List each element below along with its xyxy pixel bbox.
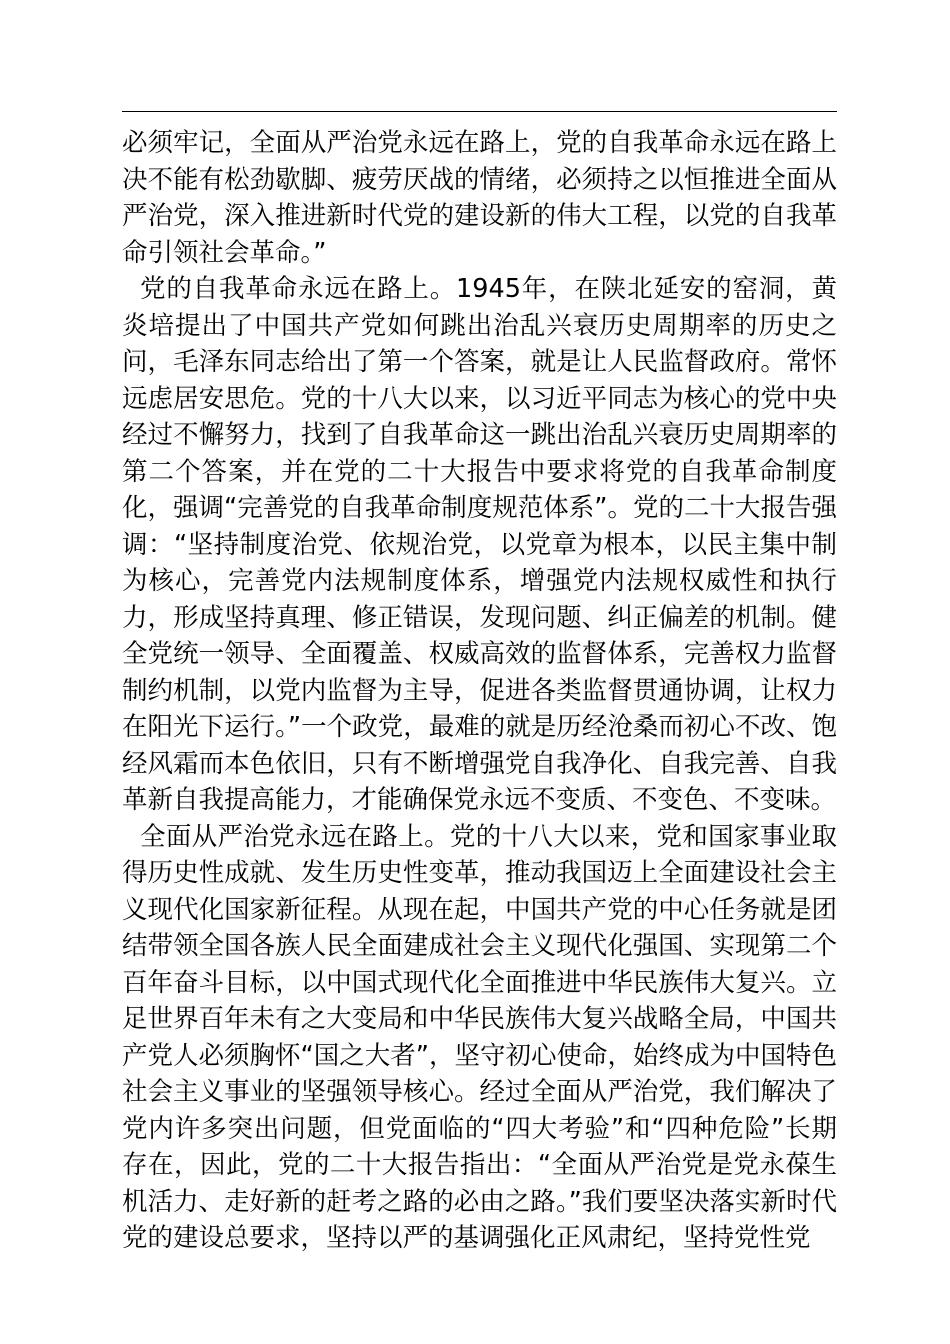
paragraph-self-revolution: 党的自我革命永远在路上。1945年，在陕北延安的窑洞，黄炎培提出了中国共产党如何跳出治乱兴衰历史周期率的历史之问，毛泽东同志给出了第一个答案，就是让人民监督政府。常怀远虑居安思危。党的十八大以来，以习近平同志为核心的党中央经过不懈努力，找到了自我革命这一跳出治乱兴衰历史周期率的第二个答案，并在党的二十大报告中要求将党的自我革命制度化，强调“完善党的自我革命制度规范体系”。党的二十大报告强调：“坚持制度治党、依规治党，以党章为根本，以民主集中制为核心，完善党内法规制度体系，增强党内法规权威性和执行力，形成坚持真理、修正错误，发现问题、纠正偏差的机制。健全党统一领导、全面覆盖、权威高效的监督体系，完善权力监督制约机制，以党内监督为主导，促进各类监督贯通协调，让权力在阳光下运行。”一个政党，最难的就是历经沧桑而初心不改、饱经风霜而本色依旧，只有不断增强党自我净化、自我完善、自我革新自我提高能力，才能确保党永远不变质、不变色、不变味。 [122, 274, 837, 815]
header-divider [122, 111, 837, 112]
document-body [122, 125, 837, 1257]
paragraph-quote-ending: 必须牢记，全面从严治党永远在路上，党的自我革命永远在路上决不能有松劲歇脚、疲劳厌战的情绪，必须持之以恒推进全面从严治党，深入推进新时代党的建设新的伟大工程，以党的自我革命引领社会革命。” [122, 128, 837, 268]
paragraph-strict-governance: 全面从严治党永远在路上。党的十八大以来，党和国家事业取得历史性成就、发生历史性变革，推动我国迈上全面建设社会主义现代化国家新征程。从现在起，中国共产党的中心任务就是团结带领全国各族人民全面建成社会主义现代化强国、实现第二个百年奋斗目标，以中国式现代化全面推进中华民族伟大复兴。立足世界百年未有之大变局和中华民族伟大复兴战略全局，中国共产党人必须胸怀“国之大者”，坚守初心使命，始终成为中国特色社会主义事业的坚强领导核心。经过全面从严治党，我们解决了党内许多突出问题，但党面临的“四大考验”和“四种危险”长期存在，因此，党的二十大报告指出：“全面从严治党是党永葆生机活力、走好新的赶考之路的必由之路。”我们要坚决落实新时代党的建设总要求，坚持以严的基调强化正风肃纪，坚持党性党 [122, 821, 837, 1253]
